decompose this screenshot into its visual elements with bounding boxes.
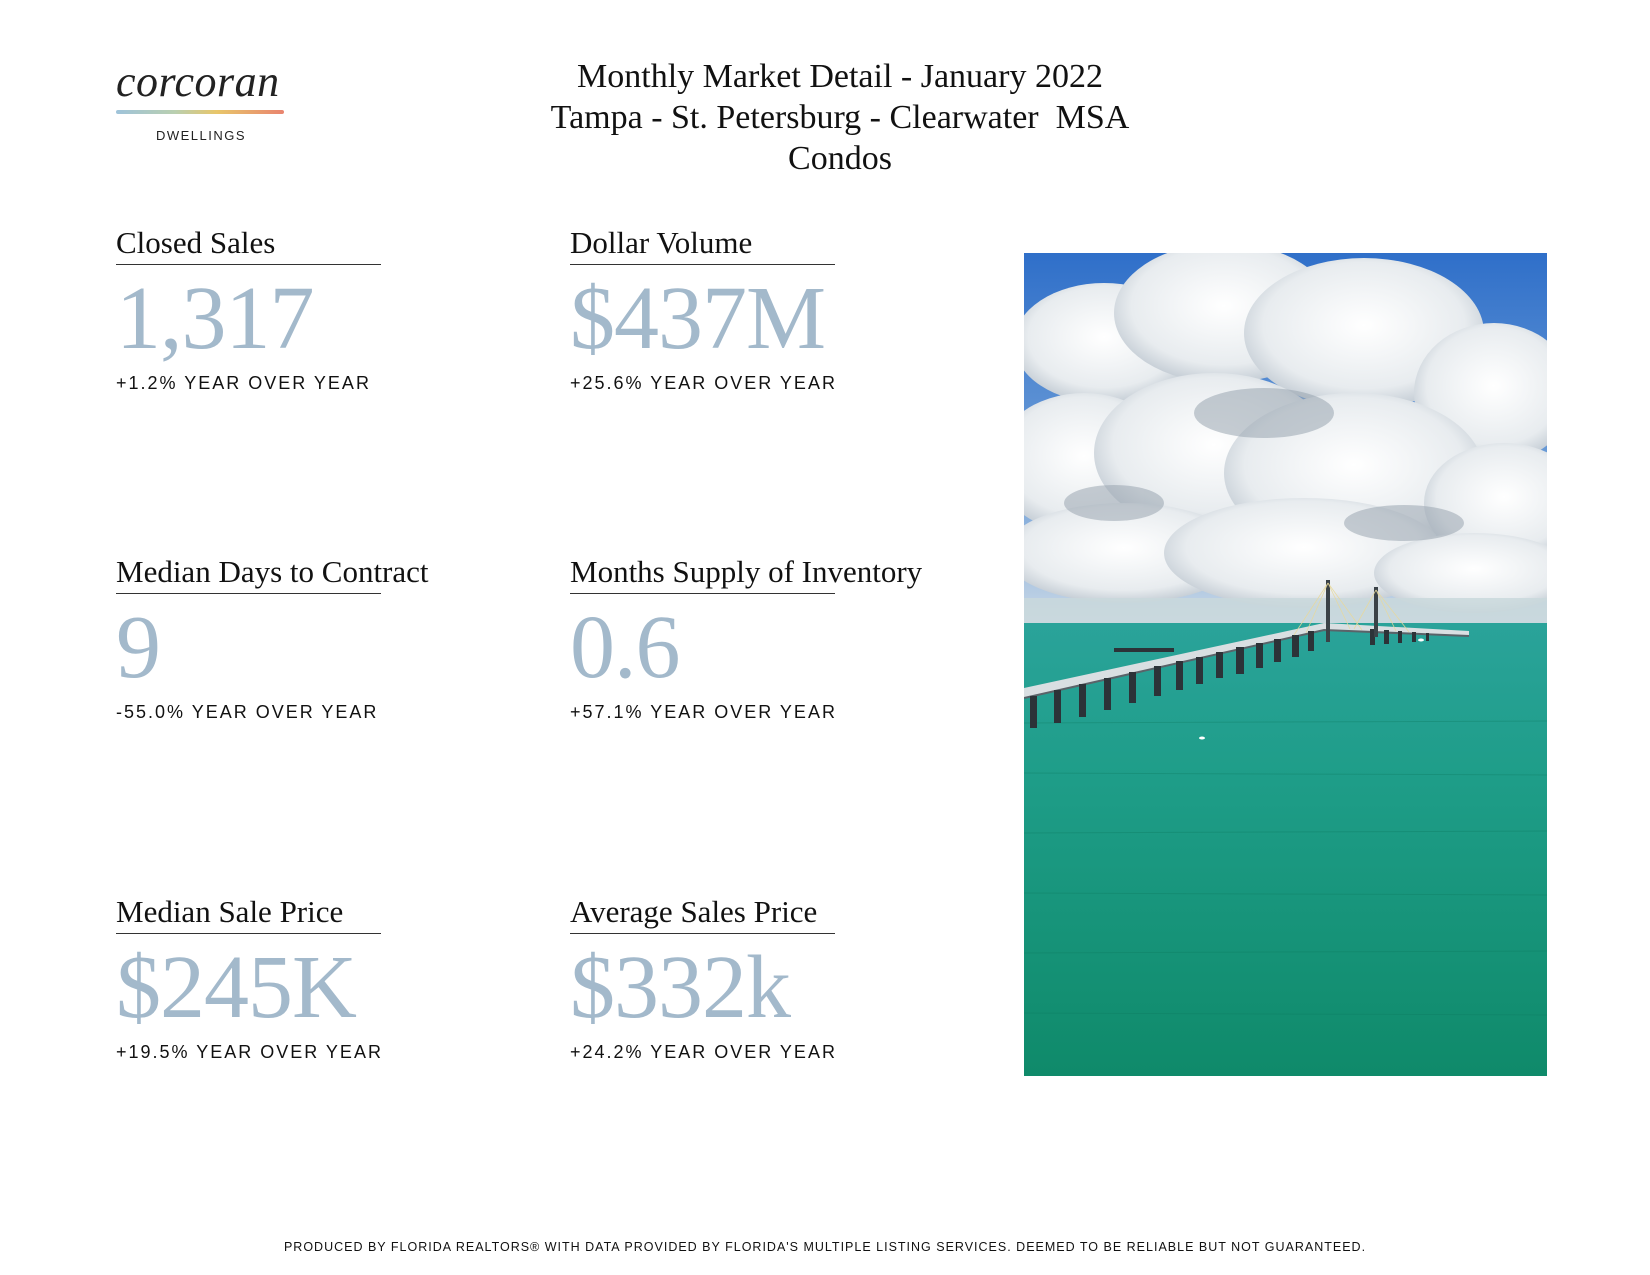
metric-underline (570, 593, 835, 594)
metric-dollar-volume (570, 224, 970, 394)
metric-underline (116, 593, 381, 594)
metric-value: 1,317 (116, 269, 314, 368)
metric-label: Closed Sales (116, 225, 276, 260)
corcoran-logo (116, 56, 286, 143)
bridge-photo-image (1024, 253, 1547, 1076)
logo-wordmark: corcoran (116, 57, 280, 106)
metric-underline (116, 264, 381, 265)
metric-value: $332k (570, 938, 790, 1037)
report-title: Monthly Market Detail - January 2022 (577, 58, 1103, 95)
bridge-photo (1024, 253, 1547, 1076)
metric-average-sales-price (570, 893, 970, 1063)
report-region: Tampa - St. Petersburg - Clearwater MSA (550, 99, 1130, 136)
metric-median-days-to-contract (116, 553, 516, 723)
footer-disclaimer: PRODUCED BY FLORIDA REALTORS® WITH DATA PROVIDED BY FLORIDA'S MULTIPLE LISTING SERVICES. DEEMED TO BE RELIABLE BUT NOT GUARANTEED. (283, 1240, 1367, 1254)
metric-change: +25.6% YEAR OVER YEAR (570, 373, 837, 393)
metric-value: $437M (570, 269, 826, 368)
metric-label: Median Sale Price (116, 894, 344, 929)
metric-change: +1.2% YEAR OVER YEAR (116, 373, 371, 393)
metric-change: +24.2% YEAR OVER YEAR (570, 1042, 837, 1062)
metric-value: 0.6 (570, 598, 680, 697)
metric-change: -55.0% YEAR OVER YEAR (116, 702, 379, 722)
metric-change: +19.5% YEAR OVER YEAR (116, 1042, 383, 1062)
logo-gradient-bar (116, 110, 284, 114)
metric-underline (570, 264, 835, 265)
metric-value: $245K (116, 938, 356, 1037)
report-property-type: Condos (788, 140, 892, 177)
metric-label: Average Sales Price (570, 894, 818, 929)
metric-median-sale-price (116, 893, 516, 1063)
metric-label: Months Supply of Inventory (570, 554, 923, 589)
metric-underline (570, 933, 835, 934)
metric-months-supply (570, 553, 970, 723)
metric-change: +57.1% YEAR OVER YEAR (570, 702, 837, 722)
metric-closed-sales (116, 224, 516, 394)
metric-underline (116, 933, 381, 934)
metric-label: Dollar Volume (570, 225, 753, 260)
metric-label: Median Days to Contract (116, 554, 429, 589)
report-header (440, 56, 1240, 179)
metric-value: 9 (116, 598, 160, 697)
logo-subtitle: DWELLINGS (155, 128, 247, 143)
